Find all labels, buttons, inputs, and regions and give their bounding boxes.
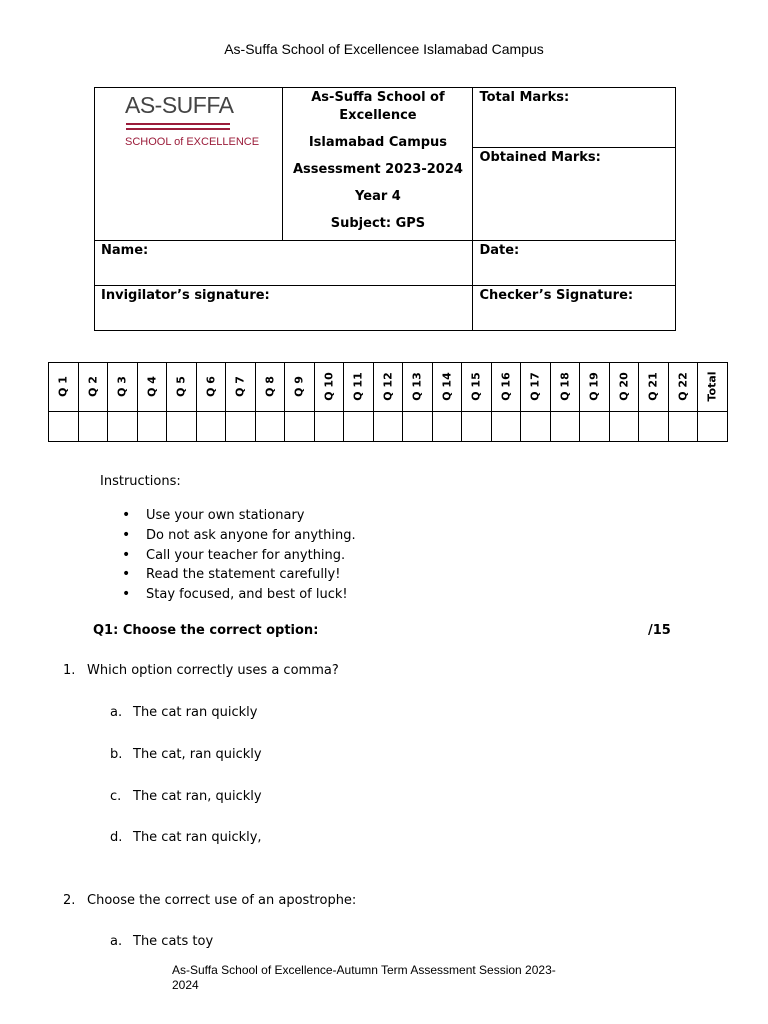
score-header-q20	[609, 363, 639, 412]
score-header-q19	[580, 363, 610, 412]
score-cell[interactable]	[403, 412, 433, 442]
score-cell[interactable]	[78, 412, 108, 442]
option-letter: a.	[110, 705, 123, 720]
section-marks: /15	[648, 623, 671, 638]
page-header-title: As-Suffa School of Excellencee Islamabad Campus	[224, 41, 544, 57]
score-header-label: Q 6	[204, 376, 218, 397]
score-cell[interactable]	[609, 412, 639, 442]
score-header-label: Q 10	[322, 372, 336, 401]
instruction-item: • Do not ask anyone for anything.	[122, 526, 356, 546]
logo-stripes	[126, 123, 230, 131]
score-grid-scores	[49, 412, 728, 442]
score-cell[interactable]	[314, 412, 344, 442]
score-header-label: Q 1	[56, 376, 70, 397]
score-header-label: Q 7	[233, 376, 247, 397]
obtained-marks-label: Obtained Marks:	[473, 148, 676, 241]
score-grid-header	[49, 363, 728, 412]
score-cell[interactable]	[580, 412, 610, 442]
score-header-label: Q 18	[558, 372, 572, 401]
logo-cell	[95, 88, 283, 241]
score-cell[interactable]	[462, 412, 492, 442]
instruction-item: • Use your own stationary	[122, 506, 356, 526]
campus-name: Islamabad Campus	[308, 135, 448, 150]
score-cell[interactable]	[639, 412, 669, 442]
score-header-q17	[521, 363, 551, 412]
score-header-q1	[49, 363, 79, 412]
score-header-q4	[137, 363, 167, 412]
score-cell[interactable]	[373, 412, 403, 442]
score-cell[interactable]	[668, 412, 698, 442]
score-header-label: Q 2	[86, 376, 100, 397]
score-header-label: Q 4	[145, 376, 159, 397]
question-number: 1.	[63, 663, 76, 678]
score-header-q22	[668, 363, 698, 412]
score-header-q14	[432, 363, 462, 412]
score-header-label: Q 20	[617, 372, 631, 401]
score-cell[interactable]	[226, 412, 256, 442]
score-header-label: Q 16	[499, 372, 513, 401]
score-header-total	[698, 363, 728, 412]
score-header-q3	[108, 363, 138, 412]
score-header-q21	[639, 363, 669, 412]
question-number: 2.	[63, 893, 76, 908]
score-cell[interactable]	[167, 412, 197, 442]
score-header-q2	[78, 363, 108, 412]
score-grid	[48, 362, 728, 442]
instructions-list	[122, 506, 356, 605]
score-cell[interactable]	[521, 412, 551, 442]
score-cell[interactable]	[698, 412, 728, 442]
score-header-label: Q 21	[646, 372, 660, 401]
score-header-q16	[491, 363, 521, 412]
score-header-q5	[167, 363, 197, 412]
score-header-label: Q 19	[587, 372, 601, 401]
score-header-label: Q 5	[174, 376, 188, 397]
option-text[interactable]: The cats toy	[133, 934, 214, 949]
option-text[interactable]: The cat ran quickly	[133, 705, 258, 720]
instructions-title: Instructions:	[100, 474, 181, 489]
class-year: Year 4	[355, 189, 401, 204]
score-header-label: Q 14	[440, 372, 454, 401]
score-header-q9	[285, 363, 315, 412]
score-cell[interactable]	[196, 412, 226, 442]
assessment-year: Assessment 2023-2024	[292, 162, 463, 177]
option-text[interactable]: The cat ran, quickly	[133, 789, 262, 804]
score-cell[interactable]	[255, 412, 285, 442]
score-header-q15	[462, 363, 492, 412]
option-letter: d.	[110, 830, 123, 845]
score-cell[interactable]	[550, 412, 580, 442]
score-header-label: Q 12	[381, 372, 395, 401]
option-text[interactable]: The cat ran quickly,	[133, 830, 262, 845]
score-cell[interactable]	[491, 412, 521, 442]
score-header-q18	[550, 363, 580, 412]
score-header-label: Q 15	[469, 372, 483, 401]
date-field[interactable]: Date:	[473, 241, 676, 286]
section-title: Q1: Choose the correct option:	[93, 623, 319, 638]
school-name-line1: As-Suffa School of	[311, 90, 445, 105]
score-header-label: Q 13	[410, 372, 424, 401]
option-letter: b.	[110, 747, 123, 762]
score-header-label: Q 9	[292, 376, 306, 397]
instruction-item: • Call your teacher for anything.	[122, 546, 356, 566]
name-field[interactable]: Name:	[95, 241, 473, 286]
score-header-q11	[344, 363, 374, 412]
score-header-label: Q 8	[263, 376, 277, 397]
score-header-q13	[403, 363, 433, 412]
score-header-q8	[255, 363, 285, 412]
subject-label: Subject: GPS	[330, 216, 426, 231]
checker-signature-field[interactable]: Checker’s Signature:	[473, 286, 676, 331]
score-cell[interactable]	[344, 412, 374, 442]
option-letter: c.	[110, 789, 122, 804]
option-letter: a.	[110, 934, 123, 949]
score-header-label: Total	[705, 371, 719, 402]
score-cell[interactable]	[49, 412, 79, 442]
score-header-q6	[196, 363, 226, 412]
score-header-q10	[314, 363, 344, 412]
score-header-label: Q 3	[115, 376, 129, 397]
total-marks-label: Total Marks:	[473, 88, 676, 148]
score-header-q7	[226, 363, 256, 412]
score-cell[interactable]	[432, 412, 462, 442]
assessment-info-table	[94, 87, 676, 331]
question-text: Which option correctly uses a comma?	[87, 663, 339, 678]
score-header-label: Q 11	[351, 372, 365, 401]
school-info-cell	[283, 88, 473, 241]
option-text[interactable]: The cat, ran quickly	[133, 747, 262, 762]
page-footer: As-Suffa School of Excellence-Autumn Term Assessment Session 2023-2024	[172, 963, 556, 992]
question-text: Choose the correct use of an apostrophe:	[87, 893, 357, 908]
school-logo: AS-SUFFA	[125, 92, 234, 118]
instruction-item: • Stay focused, and best of luck!	[122, 585, 356, 605]
score-cell[interactable]	[108, 412, 138, 442]
instruction-item: • Read the statement carefully!	[122, 565, 356, 585]
score-header-label: Q 17	[528, 372, 542, 401]
school-logo-subtitle: SCHOOL of EXCELLENCE	[125, 136, 260, 148]
school-name-line2: Excellence	[339, 108, 417, 123]
score-header-q12	[373, 363, 403, 412]
score-cell[interactable]	[137, 412, 167, 442]
score-header-label: Q 22	[676, 372, 690, 401]
score-cell[interactable]	[285, 412, 315, 442]
invigilator-signature-field[interactable]: Invigilator’s signature:	[95, 286, 473, 331]
